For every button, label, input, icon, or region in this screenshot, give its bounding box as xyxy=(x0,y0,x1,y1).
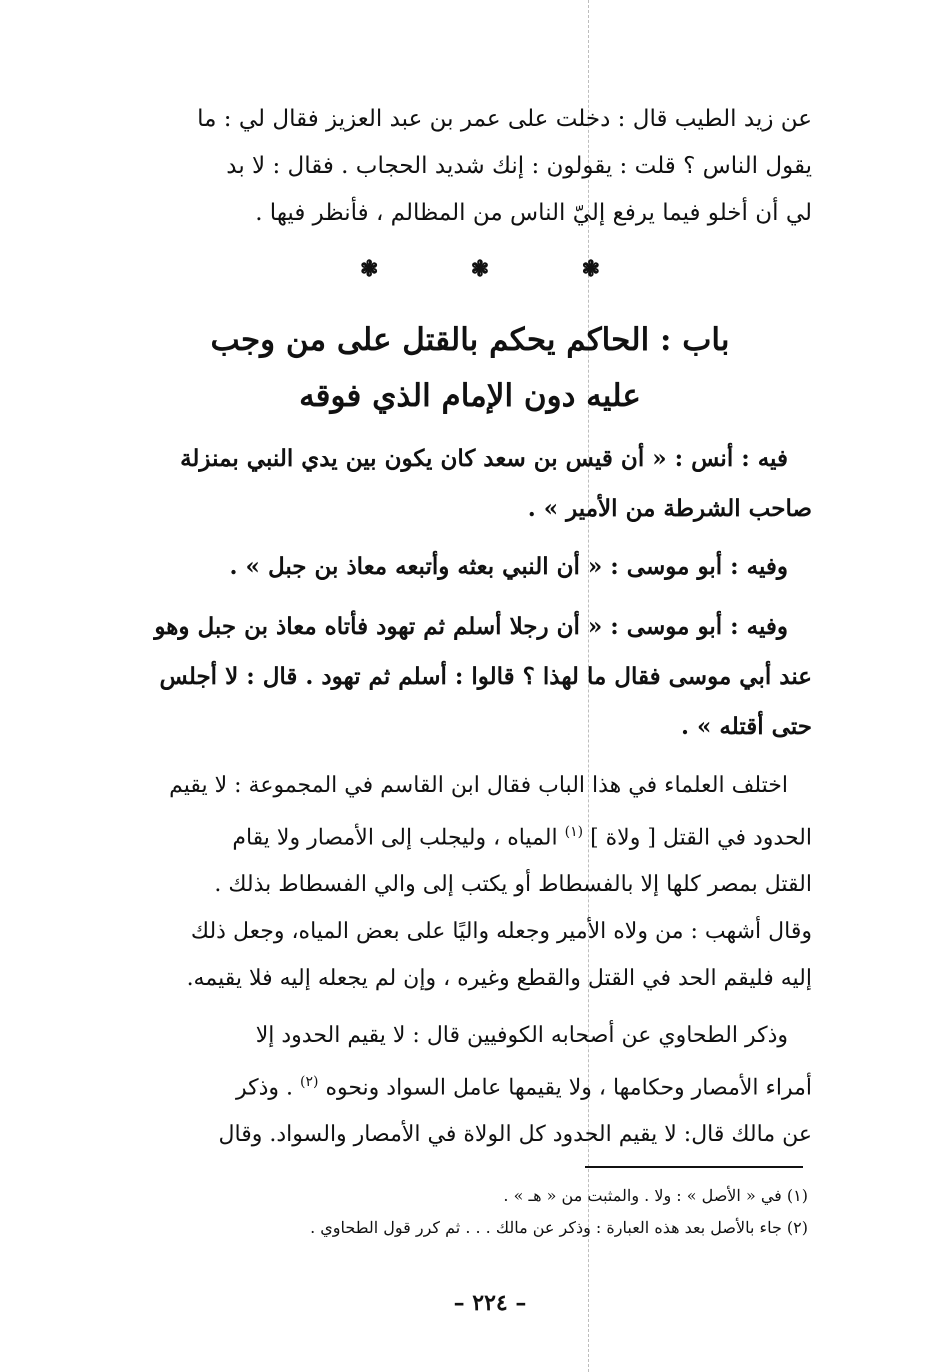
commentary-text: . وذكر xyxy=(235,1075,293,1101)
commentary-line: القتل بمصر كلها إلا بالفسطاط أو يكتب إلى والي الفسطاط بذلك . xyxy=(214,872,812,898)
hadith-abu-musa-1 xyxy=(126,542,812,592)
intro-line: عن زيد الطيب قال : دخلت على عمر بن عبد العزيز فقال لي : ما xyxy=(197,106,812,132)
hadith-anas xyxy=(126,434,812,534)
chapter-title-line-1: باب : الحاكم يحكم بالقتل على من وجب xyxy=(210,322,730,358)
separator-star-icon: ❃ xyxy=(581,256,600,282)
footnote-ref-2: (٢) xyxy=(299,1074,319,1090)
commentary-line xyxy=(126,809,812,861)
commentary-line: إليه فليقم الحد في القتل والقطع وغيره ، وإن لم يجعله إليه فلا يقيمه. xyxy=(186,966,812,992)
hadith-abu-musa-2 xyxy=(126,602,812,752)
commentary-line: وذكر الطحاوي عن أصحابه الكوفيين قال : لا يقيم الحدود إلا xyxy=(255,1023,788,1048)
footnotes xyxy=(128,1180,808,1244)
separator-star-icon: ❃ xyxy=(470,256,490,282)
hadith-line: وفيه : أبو موسى : « أن رجلا أسلم ثم تهود فأتاه معاذ بن جبل وهو xyxy=(154,613,788,640)
commentary-line: اختلف العلماء في هذا الباب فقال ابن القاسم في المجموعة : لا يقيم xyxy=(169,773,788,798)
footnote-ref-1: (١) xyxy=(564,824,584,840)
intro-line: لي أن أخلو فيما يرفع إليّ الناس من المظالم ، فأنظر فيها . xyxy=(255,200,812,226)
hadith-line: عند أبي موسى فقال ما لهذا ؟ قالوا : أسلم ثم تهود . قال : لا أجلس xyxy=(159,663,812,690)
commentary-text: الحدود في القتل [ ولاة ] xyxy=(590,825,812,851)
intro-line: يقول الناس ؟ قلت : يقولون : إنك شديد الحجاب . فقال : لا بد xyxy=(226,153,812,179)
commentary-text: أمراء الأمصار وحكامها ، ولا يقيمها عامل السواد ونحوه xyxy=(325,1075,812,1101)
page-number: – ٢٢٤ – xyxy=(453,1290,527,1316)
hadith-line: حتى أقتله » . xyxy=(680,713,812,740)
commentary-paragraph-2 xyxy=(126,1012,812,1158)
commentary-paragraph-1 xyxy=(126,762,812,1002)
hadith-line: وفيه : أبو موسى : « أن النبي بعثه وأتبعه معاذ بن جبل » . xyxy=(229,553,788,580)
commentary-text: المياه ، وليجلب إلى الأمصار ولا يقام xyxy=(232,825,558,851)
commentary-line: وقال أشهب : من ولاه الأمير وجعله واليًا على بعض المياه، وجعل ذلك xyxy=(190,919,812,945)
separator-star-icon: ❃ xyxy=(360,256,379,282)
footnote-1: (١) في « الأصل » : ولا . والمثبت من « هـ » . xyxy=(503,1186,808,1205)
footnote-2: (٢) جاء بالأصل بعد هذه العبارة : وذكر عن مالك . . . ثم كرر قول الطحاوي . xyxy=(310,1218,808,1237)
chapter-title-line-2: عليه دون الإمام الذي فوقه xyxy=(299,378,641,414)
section-separator xyxy=(360,256,600,282)
intro-paragraph xyxy=(126,96,812,237)
hadith-line: فيه : أنس : « أن قيس بن سعد كان يكون بين يدي النبي بمنزلة xyxy=(180,445,788,472)
commentary-line xyxy=(126,1059,812,1111)
footnote-divider xyxy=(585,1166,803,1168)
hadith-line: صاحب الشرطة من الأمير » . xyxy=(527,495,812,522)
commentary-line: عن مالك قال: لا يقيم الحدود كل الولاة في الأمصار والسواد. وقال xyxy=(218,1122,812,1148)
